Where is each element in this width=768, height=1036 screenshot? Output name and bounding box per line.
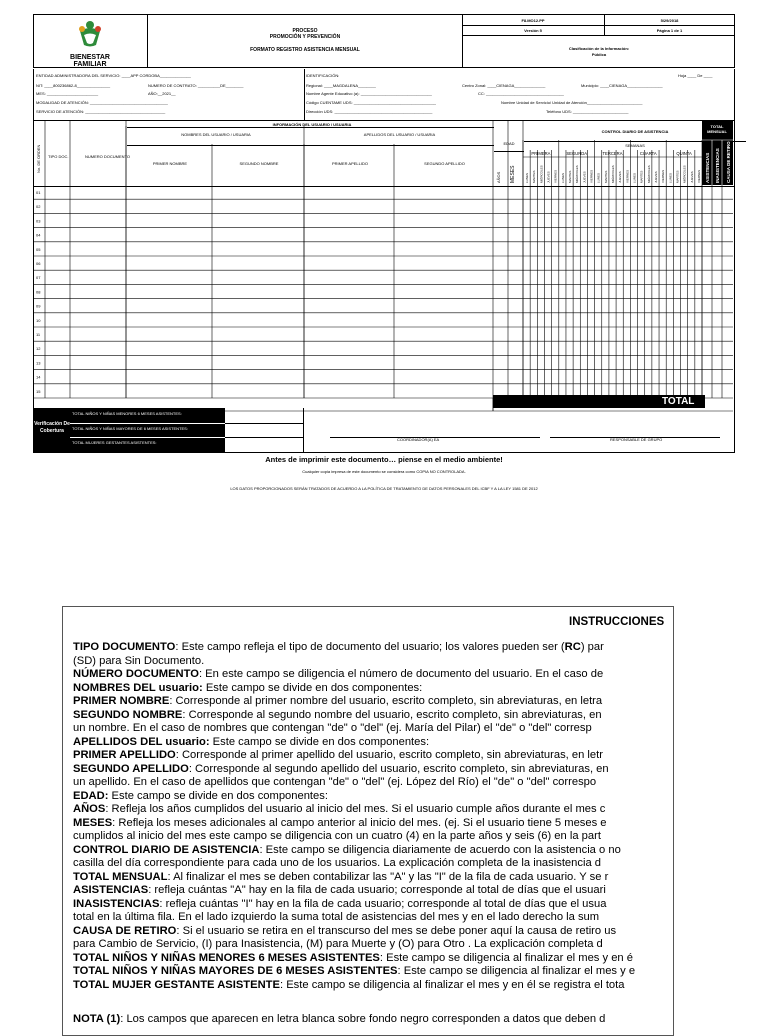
instruction-term: ASISTENCIAS xyxy=(73,884,149,896)
instruction-line xyxy=(73,898,606,910)
instruction-line xyxy=(73,844,621,856)
day-label: JUEVES xyxy=(582,171,587,183)
municipio-field[interactable]: Municipio: ____CIENAGA________________ xyxy=(581,83,663,88)
instruction-line xyxy=(73,925,616,937)
row-number: 05 xyxy=(36,246,41,252)
instruction-text: casilla del día correspondiente para cada uno de los usuarios. La explicación completa de la inasistencia d xyxy=(73,857,602,869)
day-label: VIERNES xyxy=(553,169,558,183)
instruction-text: Este campo se divide en dos componentes: xyxy=(202,681,423,694)
form-code: F8.MO12.PP xyxy=(521,18,545,23)
day-label: LUNES xyxy=(632,172,637,183)
form-page: Página 1 de 1 xyxy=(656,28,683,33)
instruction-term: TOTAL MUJER GESTANTE ASISTENTE xyxy=(73,978,280,991)
instruction-term: SEGUNDO NOMBRE xyxy=(73,708,183,721)
day-label: JUEVES xyxy=(546,171,551,183)
col-segundo-nombre: SEGUNDO NOMBRE xyxy=(239,161,279,166)
instruction-line xyxy=(73,884,606,896)
verification-menores: TOTAL NIÑOS Y NIÑAS MENORES 6 MESES ASISTENTES: xyxy=(72,411,182,416)
instruction-text: ) par xyxy=(580,641,604,653)
instruction-line xyxy=(73,668,603,680)
week-label: SEGUNDA xyxy=(566,151,588,156)
instruction-line xyxy=(73,776,596,788)
instruction-text: : Este campo se diligencia al finalizar el mes y e xyxy=(397,965,636,977)
agente-field[interactable]: Nombre Agente Educativo (a): ________________________________ xyxy=(306,91,432,96)
instruction-text: Este campo se divide en dos componentes: xyxy=(108,789,328,802)
instruction-text: : Este campo se diligencia al finalizar el mes y en é xyxy=(379,951,633,964)
row-number: 09 xyxy=(36,303,41,309)
instruction-term: INASISTENCIAS xyxy=(73,897,160,910)
form-version: Versión 5 xyxy=(524,28,542,33)
day-label: JUEVES xyxy=(618,171,623,183)
instruction-line xyxy=(73,749,603,761)
instruction-text: : Corresponde al primer nombre del usuario, escrito completo, sin abreviaturas, en letra xyxy=(169,695,603,707)
day-label: VIERNES xyxy=(661,169,666,183)
instruction-text: : Refleja los años cumplidos del usuario al inicio del mes. Si el usuario cumple años durante el mes c xyxy=(105,803,606,815)
week-label: PRIMERA xyxy=(531,151,551,156)
row-number: 15 xyxy=(36,388,41,394)
centro-zonal-field[interactable]: Centro Zonal: ____CIENAGA______________ xyxy=(462,83,546,88)
instruction-text: : Si el usuario se retira en el transcurso del mes se debe poner aquí la causa de retiro us xyxy=(176,924,617,937)
week-label: QUINTA xyxy=(676,151,692,156)
instruction-line xyxy=(73,709,602,721)
instruction-line xyxy=(73,857,601,869)
process-label: PROCESO xyxy=(292,28,318,34)
day-label: LUNES xyxy=(668,172,673,183)
instruction-line xyxy=(73,790,328,802)
instruction-line xyxy=(73,655,204,667)
total-mensual-title-1: TOTAL xyxy=(710,124,724,129)
instruction-nota xyxy=(73,1013,605,1025)
verification-label: Verificación De Cobertura xyxy=(34,421,70,434)
instruction-term: TOTAL NIÑOS Y NIÑAS MENORES 6 MESES ASISTENTES xyxy=(73,951,380,964)
instruction-term: PRIMER NOMBRE xyxy=(73,695,170,707)
instruction-text: : Refleja los meses adicionales al campo anterior al inicio del mes. (ej. Si el usuario tiene 5 meses e xyxy=(112,816,607,829)
week-label: TERCERA xyxy=(602,151,623,156)
logo-text-1: BIENESTAR xyxy=(70,54,110,61)
identificacion-label: IDENTIFICACIÓN: xyxy=(306,73,340,78)
instruction-term: NOMBRES DEL usuario: xyxy=(73,681,203,694)
day-label: LUNES xyxy=(596,172,601,183)
codigo-uds-field[interactable]: Código CUENTAME UDS: _____________________________________ xyxy=(306,100,437,105)
instructions-title: INSTRUCCIONES xyxy=(569,616,665,628)
print-notice: Antes de imprimir este documento… piense en el medio ambiente! xyxy=(265,455,503,464)
instruction-term: CAUSA DE RETIRO xyxy=(73,924,177,937)
instruction-line xyxy=(73,641,604,653)
row-number: 07 xyxy=(36,275,41,281)
instruction-term: AÑOS xyxy=(73,803,106,815)
instruction-term: TOTAL MENSUAL xyxy=(73,870,168,883)
asistencias-label: ASISTENCIAS xyxy=(705,152,710,183)
week-label: CUARTA xyxy=(639,151,657,156)
instruction-text: un nombre. En el caso de nombres que contengan "de" o "del" (ej. María del Pilar) el "de" o "del" corresp xyxy=(73,722,592,734)
row-number: 11 xyxy=(36,332,41,337)
instruction-line xyxy=(73,803,605,815)
instruction-text: (SD) para Sin Documento. xyxy=(73,654,205,667)
col-anios: AÑOS xyxy=(496,171,501,183)
instruction-line xyxy=(73,817,607,829)
instruction-line xyxy=(73,722,592,734)
row-number: 10 xyxy=(36,317,41,323)
day-label: MARTES xyxy=(568,170,573,183)
classification-value: Pública xyxy=(591,52,607,57)
day-label: JUEVES xyxy=(653,171,658,183)
instruction-term: PRIMER APELLIDO xyxy=(73,749,176,761)
day-label: VIERNES xyxy=(696,169,701,183)
instruction-text: : refleja cuántas "I" hay en la fila de cada usuario; corresponde al total de días que el usua xyxy=(159,897,607,910)
instruction-text: : En este campo se diligencia el número de documento del usuario. En el caso de xyxy=(198,668,604,680)
verification-gestantes: TOTAL MUJERES GESTANTES ASISTENTES: xyxy=(72,440,157,445)
instruction-line xyxy=(73,695,602,707)
day-label: MARTES xyxy=(532,170,537,183)
contrato-field[interactable]: NUMERO DE CONTRATO: __________DE________ xyxy=(148,83,244,88)
instruction-line xyxy=(73,938,603,950)
instruction-term: TIPO DOCUMENTO xyxy=(73,641,176,653)
row-number: 13 xyxy=(36,360,41,366)
cc-field[interactable]: CC: ___________________________________ xyxy=(478,91,564,96)
inasistencias-label: INASISTENCIAS xyxy=(715,148,720,183)
col-tipo-doc: TIPO DOC. xyxy=(48,154,69,159)
instruction-text: un apellido. En el caso de apellidos que contengan "de" o "del" (ej. López del Río) el "de" o "del" correspo xyxy=(73,776,597,788)
instruction-text: total en la última fila. En el lado izquierdo la suma total de asistencias del mes y en el lado derecho la sum xyxy=(73,911,600,923)
day-label: VIERNES xyxy=(589,169,594,183)
telefono-field[interactable]: Teléfono UDS: _________________________ xyxy=(546,109,629,114)
instruction-line xyxy=(73,911,599,923)
row-number: 03 xyxy=(36,218,41,224)
total-label: TOTAL xyxy=(662,396,695,407)
total-mensual-title-2: MENSUAL xyxy=(707,129,727,134)
day-label: MIÉRCOLES xyxy=(646,165,651,183)
day-label: MARTES xyxy=(603,170,608,183)
instruction-line xyxy=(73,952,633,964)
instruction-term: CONTROL DIARIO DE ASISTENCIA xyxy=(73,843,260,856)
nit-field[interactable]: NIT: ____800236862-8_______________ xyxy=(36,83,111,88)
instruction-text: : refleja cuántas "A" hay en la fila de cada usuario; corresponde al total de días que el usuari xyxy=(148,884,606,896)
day-label: MIÉRCOLES xyxy=(575,165,580,183)
semanas-label: SEMANAS xyxy=(625,143,645,148)
instruction-line xyxy=(73,979,624,991)
responsable-label: RESPONSABLE DE GRUPO xyxy=(610,437,663,442)
row-number: 04 xyxy=(36,232,41,238)
mes-field[interactable]: MES: _______________________ xyxy=(36,91,99,96)
row-number: 08 xyxy=(36,289,41,295)
form-name: FORMATO REGISTRO ASISTENCIA MENSUAL xyxy=(250,47,360,53)
instruction-line xyxy=(73,830,601,842)
col-primer-nombre: PRIMER NOMBRE xyxy=(152,161,188,166)
instruction-text: : Este campo se diligencia diariamente de acuerdo con la asistencia o no xyxy=(259,843,621,856)
col-meses: MESES xyxy=(510,165,516,183)
day-label: LUNES xyxy=(560,172,565,183)
instruction-term: SEGUNDO APELLIDO xyxy=(73,762,189,775)
instruction-text: para Cambio de Servicio, (I) para Inasistencia, (M) para Muerte y (O) para Otro . La explicación completa d xyxy=(73,938,603,950)
day-label: MIÉRCOLES xyxy=(682,165,687,183)
instruction-text: : Este campo refleja el tipo de documento del usuario; los valores pueden ser ( xyxy=(175,641,565,653)
copy-notice: Cualquier copia impresa de este documento se considera como COPIA NO CONTROLADA. xyxy=(302,469,466,474)
col-primer-apellido: PRIMER APELLIDO xyxy=(331,161,368,166)
entidad-field[interactable]: ENTIDAD ADMINISTRADORA DEL SERVICIO: ____APP CORDOBA______________ xyxy=(36,73,191,78)
row-number: 02 xyxy=(36,204,41,210)
instruction-line xyxy=(73,871,608,883)
nota-text: : Los campos que aparecen en letra blanca sobre fondo negro corresponden a datos que deben d xyxy=(120,1013,606,1025)
instruction-line xyxy=(73,682,422,694)
day-label: MARTES xyxy=(675,170,680,183)
instruction-line xyxy=(73,736,429,748)
instruction-text: : Corresponde al primer apellido del usuario, escrito completo, sin abreviaturas, en letr xyxy=(175,749,603,761)
instruction-term: MESES xyxy=(73,816,113,829)
modalidad-field[interactable]: MODALIDAD DE ATENCIÓN: ___________________________________ xyxy=(36,100,168,105)
form-date: 5/29/2018 xyxy=(660,18,679,23)
col-numero-doc: NUMERO DOCUMENTO xyxy=(85,154,131,159)
instructions-panel xyxy=(62,606,674,1036)
day-label: LUNES xyxy=(525,172,530,183)
row-number: 12 xyxy=(36,346,41,352)
info-title: INFORMACIÓN DEL USUARIO / USUARIA xyxy=(272,122,352,127)
instruction-line xyxy=(73,965,635,977)
hoja-field[interactable]: Hoja ____ De ____ xyxy=(678,73,713,78)
row-number: 14 xyxy=(36,374,41,380)
nombres-title: NOMBRES DEL USUARIO / USUARIA xyxy=(181,132,251,137)
anio-field[interactable]: AÑO:__2021__ xyxy=(148,91,176,96)
day-label: MIÉRCOLES xyxy=(611,165,615,183)
servicio-field[interactable]: SERVICIO DE ATENCIÓN: ____________________________________ xyxy=(36,109,166,114)
col-edad: EDAD xyxy=(503,141,515,146)
instruction-text: : Corresponde al segundo apellido del usuario, escrito completo, sin abreviaturas, en xyxy=(188,762,609,775)
day-label: MIÉRCOLES xyxy=(539,165,544,183)
col-no-orden: No. DE ORDEN xyxy=(36,144,41,173)
instruction-term: APELLIDOS DEL usuario: xyxy=(73,735,210,748)
apellidos-title: APELLIDOS DEL USUARIO / USUARIA xyxy=(363,132,436,137)
classification-label: Clasificación de la Información: xyxy=(568,46,630,51)
instruction-text: Este campo se divide en dos componentes: xyxy=(209,735,430,748)
instruction-text: cumplidos al inicio del mes este campo se diligencia con un cuatro (4) en la parte años y seis (6) en la part xyxy=(73,830,601,842)
instruction-text: : Corresponde al segundo nombre del usuario, escrito completo, sin abreviaturas, en xyxy=(182,708,602,721)
coordinador-label: COORDINADOR(A) EA xyxy=(397,437,440,442)
regional-field[interactable]: Regional: ____MAGDALENA________ xyxy=(306,83,376,88)
causa-retiro-label: CAUSA DE RETIRO xyxy=(726,141,731,183)
icbf-logo xyxy=(62,19,118,68)
row-number: 01 xyxy=(36,190,41,195)
instruction-text: : Este campo se diligencia al finalizar el mes y en él se registra el tota xyxy=(279,978,625,991)
col-segundo-apellido: SEGUNDO APELLIDO xyxy=(424,161,465,166)
day-label: VIERNES xyxy=(625,169,630,183)
instruction-term: TOTAL NIÑOS Y NIÑAS MAYORES DE 6 MESES ASISTENTES xyxy=(73,965,398,977)
unidad-servicio-field[interactable]: Nombre Unidad de Servicio/ Unidad de Atención_________________________ xyxy=(501,100,643,105)
verification-mayores: TOTAL NIÑOS Y NIÑAS MAYORES DE 6 MESES ASISTENTES: xyxy=(72,426,188,431)
instruction-line xyxy=(73,763,609,775)
privacy-notice: LOS DATOS PROPORCIONADOS SERÁN TRATADOS DE ACUERDO A LA POLÍTICA DE TRATAMIENTO DE DATOS PERSONALES DEL ICBF Y A LA LEY 1581 DE 2012 xyxy=(230,486,538,491)
info-fields xyxy=(33,69,735,120)
logo-text-2: FAMILIAR xyxy=(73,61,107,68)
instruction-term: EDAD: xyxy=(73,789,109,802)
nota-term: NOTA (1) xyxy=(73,1013,121,1025)
day-label: JUEVES xyxy=(689,171,694,183)
control-title: CONTROL DIARIO DE ASISTENCIA xyxy=(601,129,669,134)
row-number: 06 xyxy=(36,261,41,266)
family-icon xyxy=(62,19,118,49)
instruction-text: : Al finalizar el mes se deben contabilizar las "A" y las "I" de la fila de cada usuario. Y se r xyxy=(167,870,609,883)
day-label: MARTES xyxy=(639,170,644,183)
instruction-term: NÚMERO DOCUMENTO xyxy=(73,668,199,680)
instruction-term: RC xyxy=(564,641,581,653)
form-header xyxy=(33,14,735,68)
process-name: PROMOCIÓN Y PREVENCIÓN xyxy=(269,34,341,40)
direccion-uds-field[interactable]: Dirección UDS: ____________________________________________ xyxy=(306,109,433,114)
